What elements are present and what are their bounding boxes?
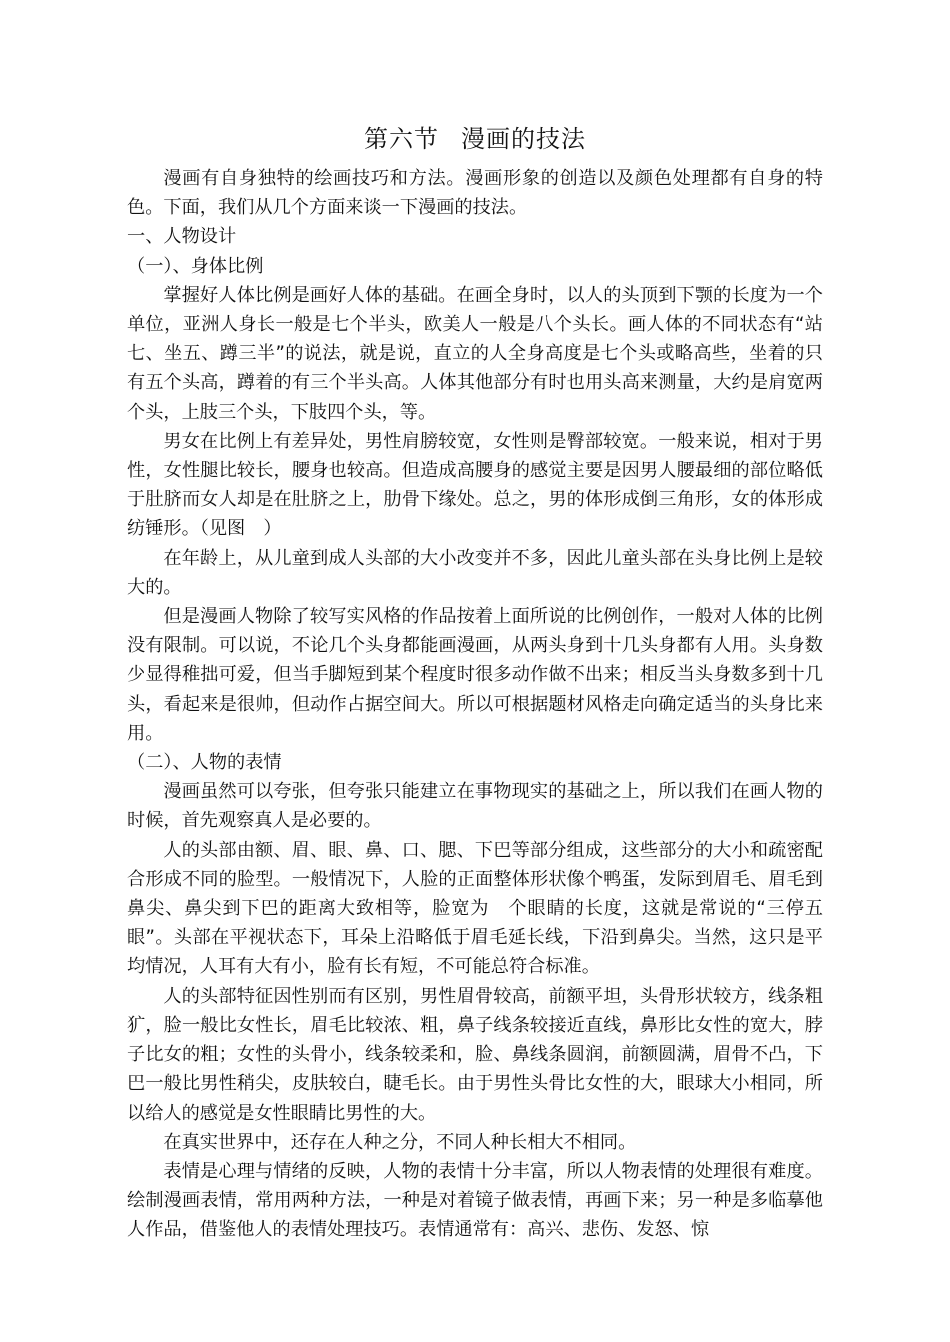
paragraph-proportion-basics: 掌握好人体比例是画好人体的基础。在画全身时，以人的头顶到下颚的长度为一个单位，亚洲人身长一般是七个半头，欧美人一般是八个头长。画人体的不同状态有“站七、坐五、蹲三半”的说法，就是说，直立的人全身高度是七个头或略高些，坐着的只有五个头高，蹲着的有三个半头高。人体其他部分有时也用头高来测量，大约是肩宽两个头，上肢三个头，下肢四个头，等。 [127,284,823,423]
paragraph-gender-difference: 男女在比例上有差异处，男性肩膀较宽，女性则是臀部较宽。一般来说，相对于男性，女性腿比较长，腰身也较高。但造成高腰身的感觉主要是因男人腰最细的部位略低于肚脐而女人却是在肚脐之上，肋骨下缘处。总之，男的体形成倒三角形，女的体形成纺锤形。（见图 ） [127,430,823,540]
paragraph-race: 在真实世界中，还存在人种之分，不同人种长相大不相同。 [163,1131,637,1153]
subsection-heading-expression: （二）、人物的表情 [127,752,282,774]
paragraph-comic-proportion: 但是漫画人物除了较写实风格的作品按着上面所说的比例创作，一般对人体的比例没有限制。可以说，不论几个头身都能画漫画，从两头身到十几头身都有人用。头身数少显得稚拙可爱，但当手脚短到某个程度时很多动作做不出来；相反当头身数多到十几头，看起来是很帅，但动作占据空间大。所以可根据题材风格走向确定适当的头身比来用。 [127,606,823,744]
paragraph-expression-methods: 表情是心理与情绪的反映，人物的表情十分丰富，所以人物表情的处理很有难度。绘制漫画表情，常用两种方法，一种是对着镜子做表情，再画下来；另一种是多临摹他人作品，借鉴他人的表情处理技巧。表情通常有：高兴、悲伤、发怒、惊 [127,1160,823,1241]
page-title [127,122,823,156]
paragraph-exaggeration: 漫画虽然可以夸张，但夸张只能建立在事物现实的基础之上，所以我们在画人物的时候，首先观察真人是必要的。 [127,781,823,832]
section-heading: 一、人物设计 [127,226,237,248]
paragraph-head-structure: 人的头部由额、眉、眼、鼻、口、腮、下巴等部分组成，这些部分的大小和疏密配合形成不同的脸型。一般情况下，人脸的正面整体形状像个鸭蛋，发际到眉毛、眉毛到鼻尖、鼻尖到下巴的距离大致相等，脸宽为 个眼睛的长度，这就是常说的“三停五眼”。头部在平视状态下，耳朵上沿略低于眉毛延长线，下沿到鼻尖。当然，这只是平均情况，人耳有大有小，脸有长有短，不可能总符合标准。 [127,839,823,978]
paragraph-age: 在年龄上，从儿童到成人头部的大小改变并不多，因此儿童头部在头身比例上是较大的。 [127,547,823,598]
document-page [127,122,823,1245]
title-topic: 漫画的技法 [461,125,586,153]
title-section-number: 第六节 [364,125,439,153]
subsection-heading-body-proportion: （一）、身体比例 [127,255,264,277]
intro-paragraph: 漫画有自身独特的绘画技巧和方法。漫画形象的创造以及颜色处理都有自身的特色。下面，我们从几个方面来谈一下漫画的技法。 [127,168,823,219]
paragraph-gender-head: 人的头部特征因性别而有区别，男性眉骨较高，前额平坦，头骨形状较方，线条粗犷，脸一般比女性长，眉毛比较浓、粗，鼻子线条较接近直线，鼻形比女性的宽大，脖子比女的粗；女性的头骨小，线条较柔和，脸、鼻线条圆润，前额圆满，眉骨不凸，下巴一般比男性稍尖，皮肤较白，睫毛长。由于男性头骨比女性的大，眼球大小相同，所以给人的感觉是女性眼睛比男性的大。 [127,985,823,1124]
